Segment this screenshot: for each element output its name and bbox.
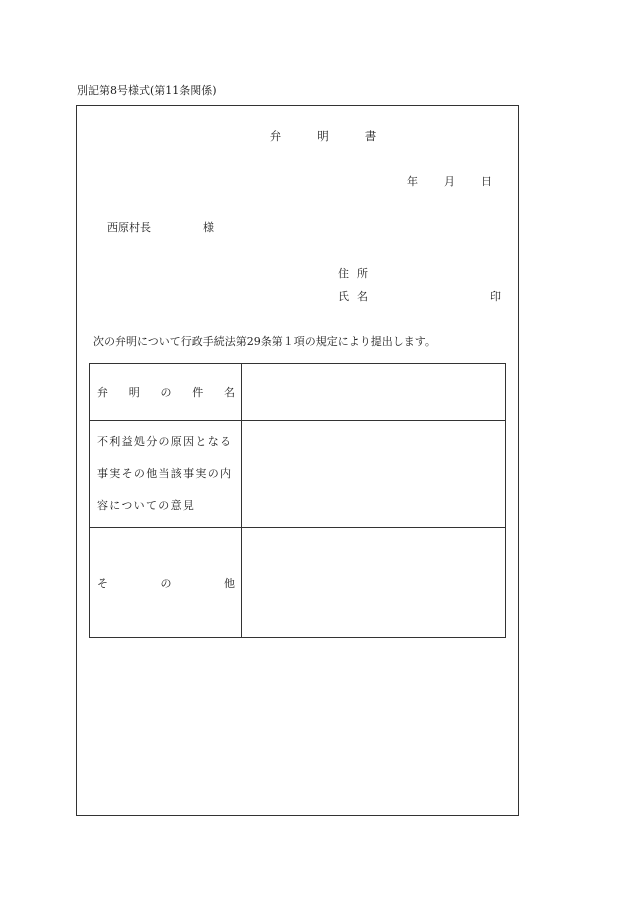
opinion-label-cell: 不利益処分の原因となる 事実その他当該事実の内 容についての意見 (90, 421, 242, 528)
addressee-honorific: 様 (203, 221, 214, 234)
title-char: 弁 (269, 129, 282, 143)
seal-mark: 印 (490, 290, 501, 303)
date-month-label: 月 (444, 175, 455, 188)
form-number-label: 別記第8号様式(第11条関係) (77, 84, 217, 97)
explanation-table (89, 363, 506, 638)
title-char: 書 (364, 129, 377, 143)
date-year-label: 年 (407, 175, 418, 188)
date-line (407, 173, 492, 189)
document-title (0, 128, 630, 144)
table-row (90, 364, 506, 421)
date-day-label: 日 (481, 175, 492, 188)
addressee-name: 西原村長 (107, 221, 151, 234)
opinion-entry-cell[interactable] (242, 421, 506, 528)
submission-statement: 次の弁明について行政手続法第29条第１項の規定により提出します。 (93, 335, 436, 348)
applicant-name-label: 氏 名 (338, 290, 368, 303)
table-row (90, 528, 506, 638)
table-row (90, 421, 506, 528)
other-entry-cell[interactable] (242, 528, 506, 638)
applicant-address-label: 住 所 (338, 267, 368, 280)
other-label-cell: そ の 他 (90, 528, 242, 638)
subject-entry-cell[interactable] (242, 364, 506, 421)
subject-label-cell: 弁 明 の 件 名 (90, 364, 242, 421)
title-char: 明 (317, 129, 329, 143)
addressee-line (107, 219, 214, 235)
